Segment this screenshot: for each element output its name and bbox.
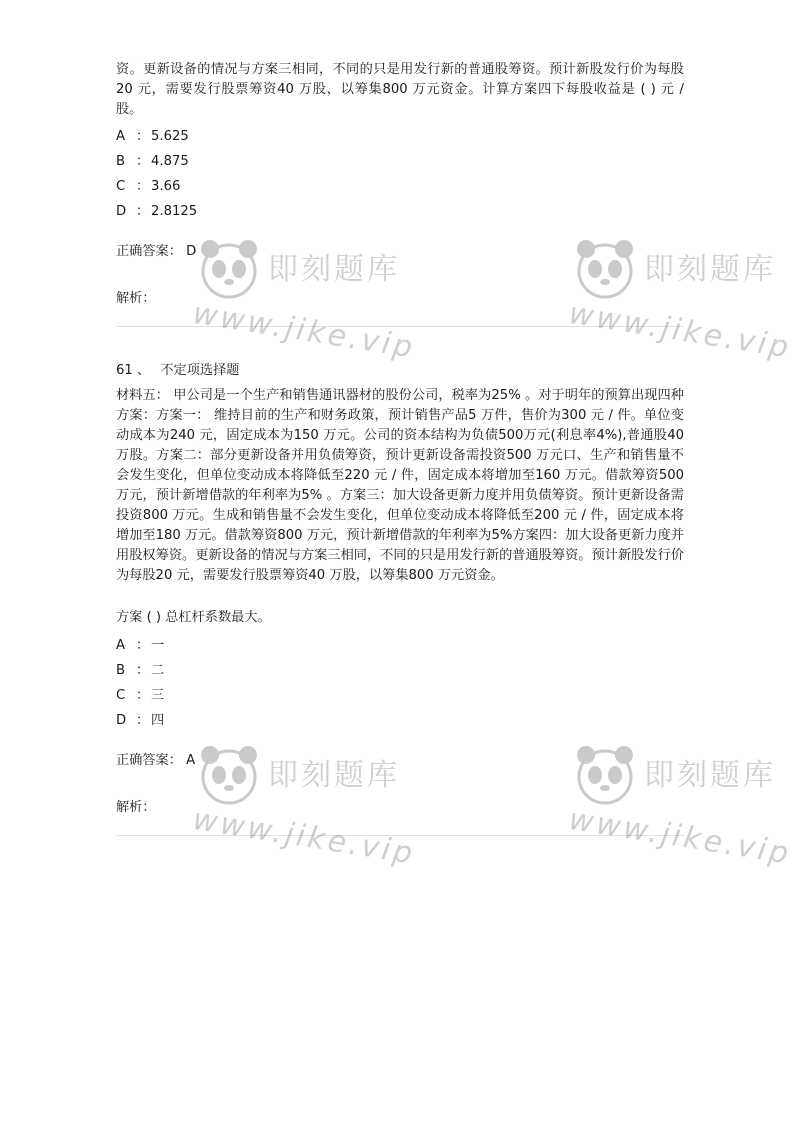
watermark-url: www.jike.vip	[566, 296, 794, 366]
analysis-label: 解析：	[116, 291, 156, 306]
option-a[interactable]: A ： 5.625	[116, 129, 189, 144]
question-60-stem: 资。更新设备的情况与方案三相同，不同的只是用发行新的普通股筹资。预计新股发行价为每股20 元，需要发行股票筹资40 万股，以筹集800 万元资金。计算方案四下每股收益是 ( ) 元 / 股。	[116, 62, 684, 117]
answer-label: 正确答案：	[116, 244, 182, 259]
document-page	[116, 60, 684, 836]
question-60	[116, 60, 684, 327]
option-text: 二	[151, 663, 165, 678]
answer-label: 正确答案：	[116, 753, 182, 768]
question-61-options	[116, 637, 684, 729]
option-b[interactable]: B ： 4.875	[116, 154, 189, 169]
option-b[interactable]: B ： 二	[116, 663, 165, 678]
option-d[interactable]: D ： 2.8125	[116, 204, 198, 219]
question-material: 材料五： 甲公司是一个生产和销售通讯器材的股份公司，税率为25% 。对于明年的预算出现四种方案：方案一： 维持目前的生产和财务政策，预计销售产品5 万件，售价为300 元 / 件。单位变动成本为240 元，固定成本为150 万元。公司的资本结构为负债500万元(利息率4%),普通股40万股。方案二：部分更新设备并用负债筹资，预计更新设备需投资500 万元口、生产和销售量不会发生变化，但单位变动成本将降低至220 元 / 件，固定成本将增加至160 万元。借款筹资500 万元，预计新增借款的年利率为5% 。方案三：加大设备更新力度并用负债筹资。预计更新设备需投资800 万元。生成和销售量不会发生变化，但单位变动成本将降低至200 元 / 件，固定成本将增加至180 万元。借款筹资800 万元，预计新增借款的年利率为5%方案四：加大设备更新力度并用股权筹资。更新设备的情况与方案三相同，不同的只是用发行新的普通股筹资。预计新股发行价为每股20 元，需要发行股票筹资40 万股，以筹集800 万元资金。	[116, 388, 684, 583]
watermark-url: www.jike.vip	[190, 296, 418, 366]
option-text: 4.875	[151, 154, 189, 169]
option-a[interactable]: A ： 一	[116, 638, 165, 653]
watermark-url: www.jike.vip	[566, 802, 794, 872]
question-60-options	[116, 128, 684, 220]
question-61	[116, 359, 684, 836]
question-header	[116, 359, 684, 378]
question-divider	[116, 326, 684, 327]
question-divider	[116, 835, 684, 836]
analysis-label: 解析：	[116, 800, 156, 815]
option-text: 四	[151, 713, 165, 728]
option-text: 一	[151, 638, 165, 653]
option-text: 5.625	[151, 129, 189, 144]
analysis	[116, 287, 684, 306]
watermark-brand: 即刻题库	[268, 758, 400, 793]
question-prompt: 方案 ( ) 总杠杆系数最大。	[116, 610, 271, 625]
question-number: 61 、	[116, 363, 151, 378]
watermark-url: www.jike.vip	[190, 802, 418, 872]
option-text: 3.66	[151, 179, 181, 194]
watermark-brand: 即刻题库	[644, 758, 776, 793]
option-d[interactable]: D ： 四	[116, 713, 165, 728]
correct-answer	[116, 749, 684, 768]
answer-value: A	[186, 753, 196, 768]
option-text: 三	[151, 688, 165, 703]
watermark-brand: 即刻题库	[644, 252, 776, 287]
answer-value: D	[186, 244, 197, 259]
watermark-brand: 即刻题库	[268, 252, 400, 287]
correct-answer	[116, 240, 684, 259]
option-c[interactable]: C ： 三	[116, 688, 165, 703]
option-text: 2.8125	[151, 204, 198, 219]
option-c[interactable]: C ： 3.66	[116, 179, 181, 194]
question-type: 不定项选择题	[160, 363, 240, 378]
analysis	[116, 796, 684, 815]
